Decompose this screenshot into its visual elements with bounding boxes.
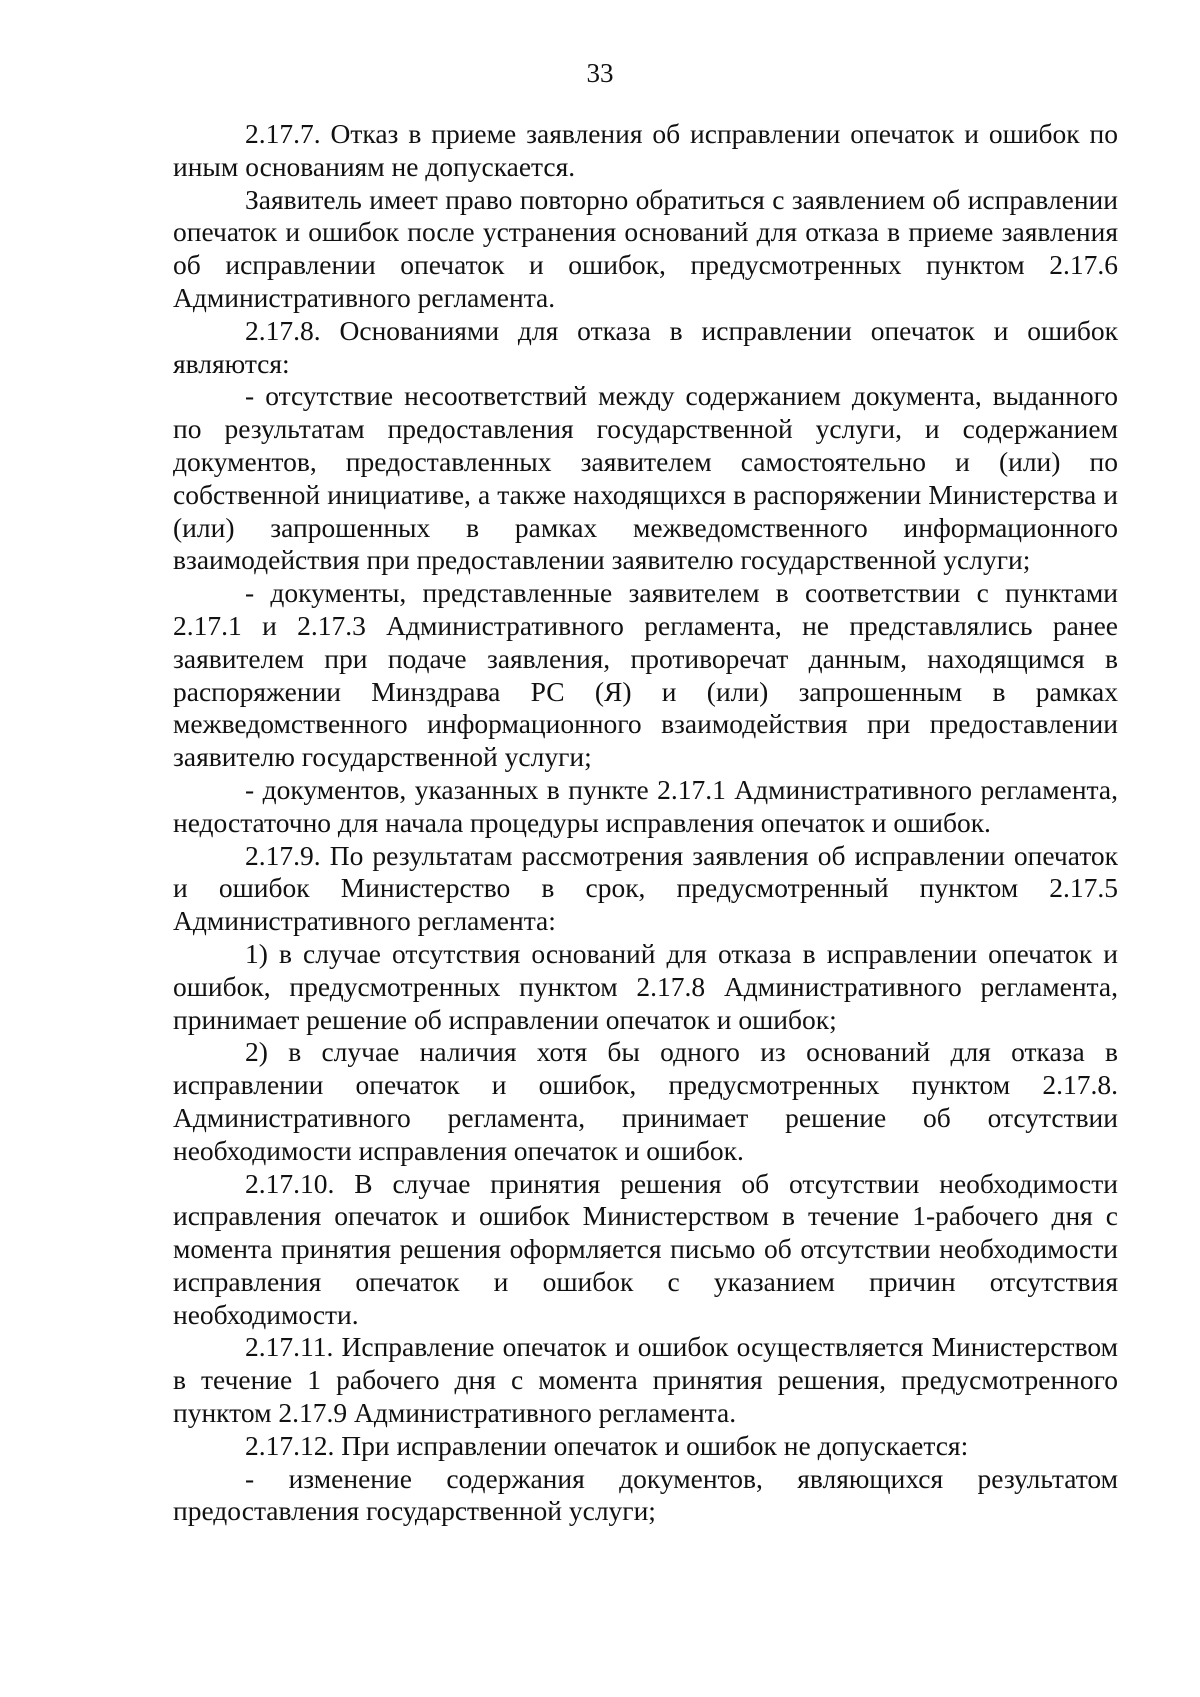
page-number: 33 [586, 58, 614, 88]
document-body [173, 118, 1118, 1528]
list-item-no-content-change: - изменение содержания документов, являющихся результатом предоставления государственной услуги; [173, 1462, 1118, 1527]
list-item-contradicting-documents: - документы, представленные заявителем в соответствии с пунктами 2.17.1 и 2.17.3 Административного регламента, не представлялись ранее заявителем при подаче заявления, противоречат данным, находящимся в распоряжении Минздрава РС (Я) и (или) запрошенным в рамках межведомственного информационного взаимодействия при предоставлении заявителю государственной услуги; [173, 577, 1118, 773]
paragraph-2-17-8: 2.17.8. Основаниями для отказа в исправлении опечаток и ошибок являются: [173, 314, 1118, 379]
list-item-insufficient-documents: - документов, указанных в пункте 2.17.1 Административного регламента, недостаточно для начала процедуры исправления опечаток и ошибок. [173, 773, 1118, 838]
list-item-decision-no-correction: 2) в случае наличия хотя бы одного из оснований для отказа в исправлении опечаток и ошибок, предусмотренных пунктом 2.17.8. Административного регламента, принимает решение об отсутствии необходимости исправления опечаток и ошибок. [173, 1036, 1118, 1166]
paragraph-2-17-12: 2.17.12. При исправлении опечаток и ошибок не допускается: [245, 1429, 969, 1461]
paragraph-2-17-11: 2.17.11. Исправление опечаток и ошибок осуществляется Министерством в течение 1 рабочего дня с момента принятия решения, предусмотренного пунктом 2.17.9 Административного регламента. [173, 1331, 1118, 1429]
paragraph-2-17-7: 2.17.7. Отказ в приеме заявления об исправлении опечаток и ошибок по иным основаниям не допускается. [173, 118, 1118, 182]
paragraph-applicant-right: Заявитель имеет право повторно обратиться с заявлением об исправлении опечаток и ошибок после устранения оснований для отказа в приеме заявления об исправлении опечаток и ошибок, предусмотренных пунктом 2.17.6 Административного регламента. [173, 183, 1118, 313]
list-item-decision-correct: 1) в случае отсутствия оснований для отказа в исправлении опечаток и ошибок, предусмотренных пунктом 2.17.8 Административного регламента, принимает решение об исправлении опечаток и ошибок; [173, 937, 1118, 1035]
list-item-no-discrepancies: - отсутствие несоответствий между содержанием документа, выданного по результатам предоставления государственной услуги, и содержанием документов, предоставленных заявителем самостоятельно и (или) по собственной инициативе, а также находящихся в распоряжении Министерства и (или) запрошенных в рамках межведомственного информационного взаимодействия при предоставлении заявителю государственной услуги; [173, 380, 1118, 576]
paragraph-2-17-10: 2.17.10. В случае принятия решения об отсутствии необходимости исправления опечаток и ошибок Министерством в течение 1-рабочего дня с момента принятия решения оформляется письмо об отсутствии необходимости исправления опечаток и ошибок с указанием причин отсутствия необходимости. [173, 1167, 1118, 1330]
paragraph-2-17-9: 2.17.9. По результатам рассмотрения заявления об исправлении опечаток и ошибок Министерство в срок, предусмотренный пунктом 2.17.5 Административного регламента: [173, 839, 1118, 937]
